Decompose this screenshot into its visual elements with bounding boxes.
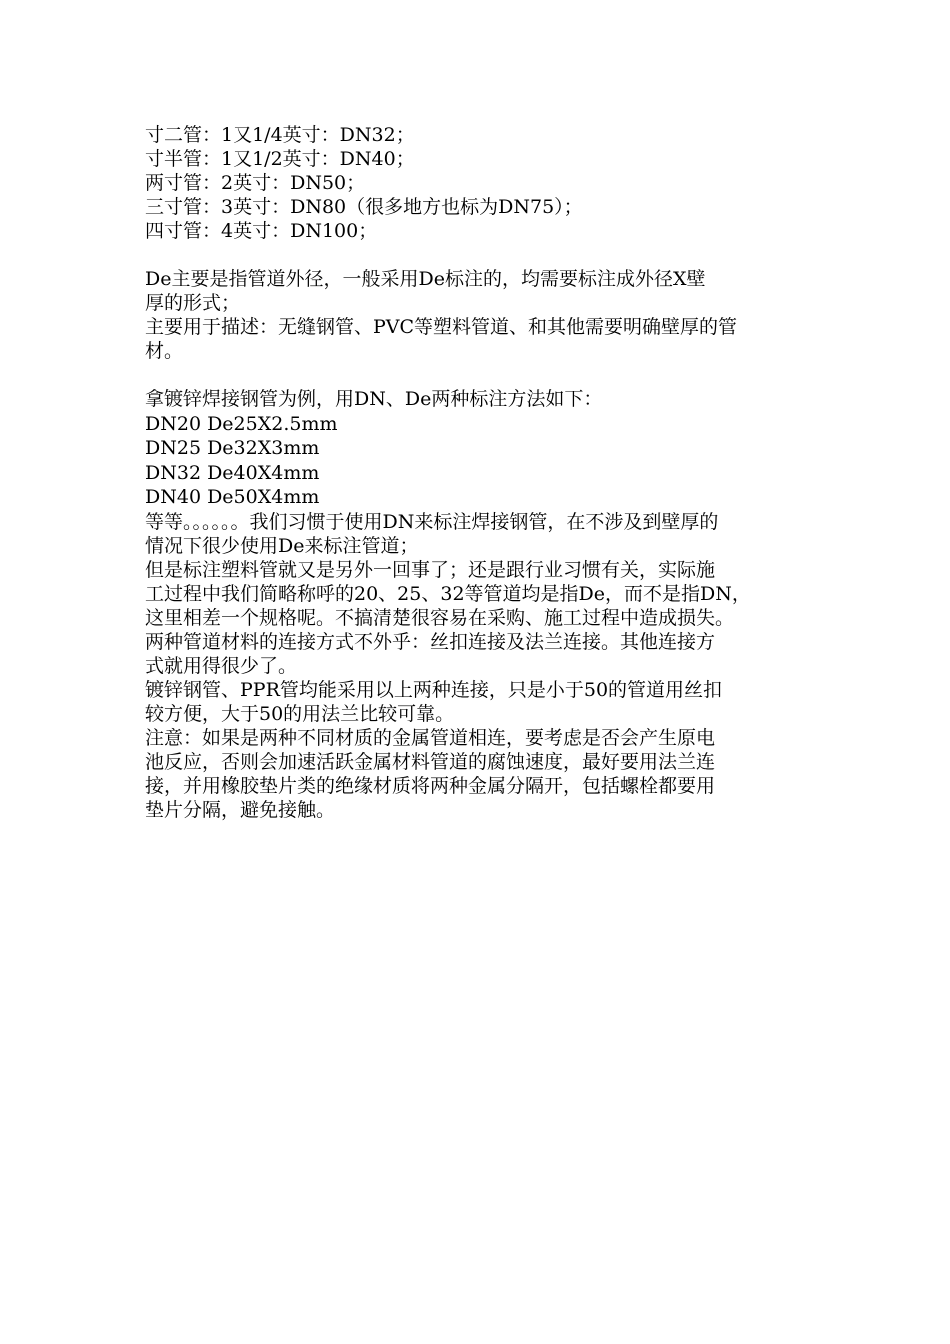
text-line: 垫片分隔，避免接触。: [145, 798, 336, 821]
document-body: [145, 123, 815, 822]
closing-paragraphs: [145, 510, 815, 822]
paragraph-gap: [145, 363, 815, 387]
example-line: DN20 De25X2.5mm: [145, 412, 338, 435]
text-line: 厚的形式；: [145, 292, 241, 314]
pipe-size-line: 三寸管：3英寸：DN80（很多地方也标为DN75）；: [145, 196, 583, 218]
pipe-size-line: 寸二管：1又1/4英寸：DN32；: [145, 124, 415, 146]
example-section: [145, 387, 815, 510]
text-line: 较方便，大于50的用法兰比较可靠。: [145, 702, 455, 725]
text-line: 两种管道材料的连接方式不外乎：丝扣连接及法兰连接。其他连接方: [145, 630, 716, 653]
example-line: DN32 De40X4mm: [145, 461, 320, 484]
text-line: 等等。。。。。。我们习惯于使用DN来标注焊接钢管，在不涉及到壁厚的: [145, 510, 719, 533]
text-line: 但是标注塑料管就又是另外一回事了；还是跟行业习惯有关，实际施: [145, 558, 716, 581]
text-line: 工过程中我们简略称呼的20、25、32等管道均是指De，而不是指DN，: [145, 582, 751, 605]
example-line: DN40 De50X4mm: [145, 486, 320, 508]
text-line: 注意：如果是两种不同材质的金属管道相连，要考虑是否会产生原电: [145, 726, 716, 749]
text-line: De主要是指管道外径，一般采用De标注的，均需要标注成外径X壁: [145, 268, 706, 290]
pipe-size-line: 两寸管：2英寸：DN50；: [145, 172, 366, 194]
text-line: 池反应，否则会加速活跃金属材料管道的腐蚀速度，最好要用法兰连: [145, 750, 716, 773]
pipe-size-list: [145, 123, 815, 243]
text-line: 式就用得很少了。: [145, 654, 298, 677]
paragraph-gap: [145, 243, 815, 267]
text-line: 这里相差一个规格呢。不搞清楚很容易在采购、施工过程中造成损失。: [145, 606, 735, 629]
pipe-size-line: 四寸管：4英寸：DN100；: [145, 220, 378, 242]
text-line: 接，并用橡胶垫片类的绝缘材质将两种金属分隔开，包括螺栓都要用: [145, 774, 716, 797]
example-line: DN25 De32X3mm: [145, 437, 320, 459]
text-line: 主要用于描述：无缝钢管、PVC等塑料管道、和其他需要明确壁厚的管: [145, 316, 738, 338]
text-line: 情况下很少使用De来标注管道；: [145, 534, 419, 557]
de-definition-paragraph: [145, 267, 815, 363]
example-intro: 拿镀锌焊接钢管为例，用DN、De两种标注方法如下：: [145, 388, 603, 410]
pipe-size-line: 寸半管：1又1/2英寸：DN40；: [145, 148, 415, 170]
text-line: 镀锌钢管、PPR管均能采用以上两种连接，只是小于50的管道用丝扣: [145, 678, 723, 701]
text-line: 材。: [145, 340, 184, 362]
